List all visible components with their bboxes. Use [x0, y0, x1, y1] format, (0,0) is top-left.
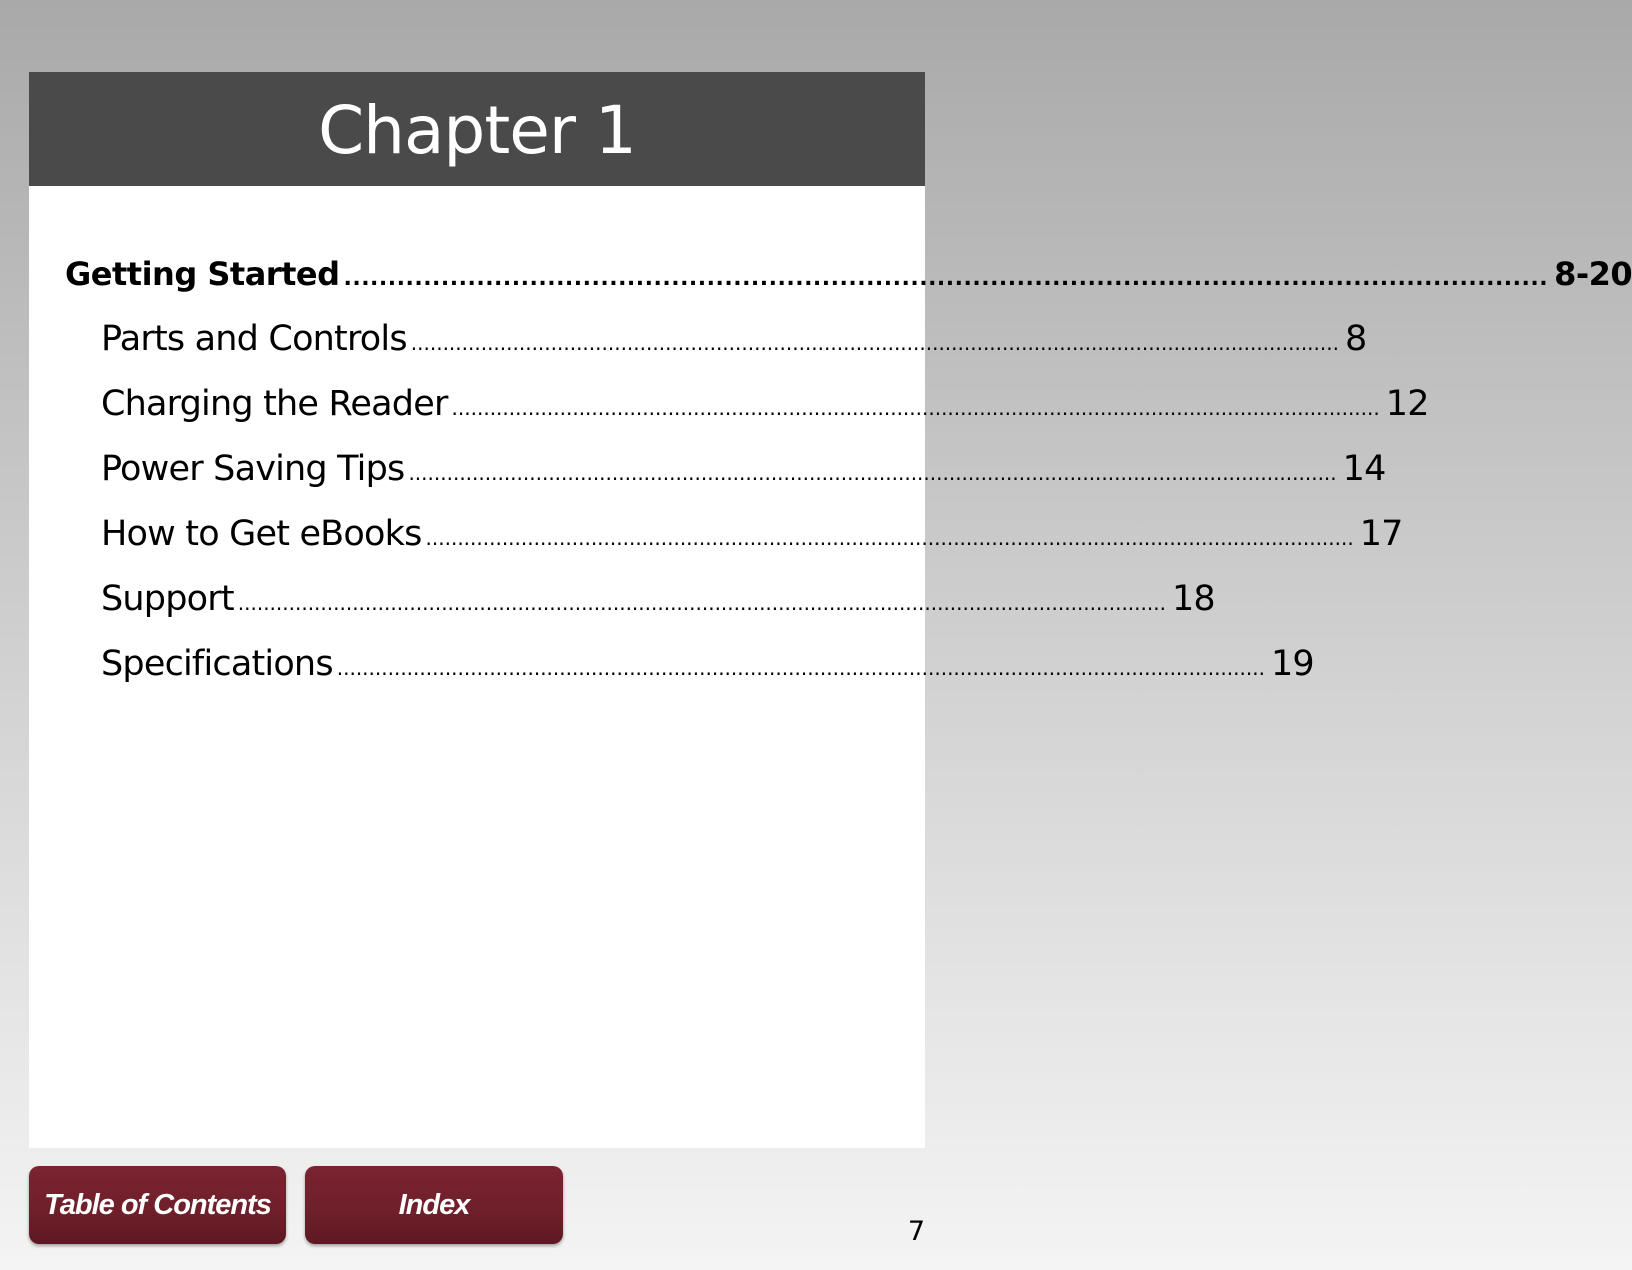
toc-item-label: How to Get eBooks	[101, 514, 422, 554]
index-button[interactable]: Index	[305, 1166, 563, 1244]
page-number: 7	[907, 1216, 925, 1247]
toc-item-how-to-get-ebooks[interactable]	[65, 512, 1403, 577]
toc-item-label: Power Saving Tips	[101, 449, 405, 489]
chapter-banner	[29, 72, 925, 186]
toc-section-getting-started[interactable]	[65, 252, 1632, 317]
toc-item-page: 19	[1270, 644, 1314, 684]
toc-dot-leader: ..................................................................................................................................................	[336, 656, 1265, 680]
toc-item-page: 14	[1342, 449, 1386, 489]
toc-item-page: 12	[1385, 384, 1429, 424]
toc-item-label: Specifications	[101, 644, 333, 684]
toc-dot-leader: ........................................................................................................................................	[343, 266, 1549, 291]
toc-dot-leader: ..................................................................................................................................................	[408, 461, 1337, 485]
toc-item-page: 18	[1171, 579, 1215, 619]
toc-item-label: Parts and Controls	[101, 319, 407, 359]
toc-dot-leader: ..................................................................................................................................................	[451, 396, 1380, 420]
chapter-title: Chapter 1	[318, 92, 636, 169]
toc-section-page: 8-20	[1554, 255, 1632, 293]
table-of-contents-list	[65, 252, 1632, 707]
toc-section-label: Getting Started	[65, 255, 340, 293]
toc-dot-leader: ..................................................................................................................................................	[410, 331, 1339, 355]
toc-dot-leader: ..................................................................................................................................................	[237, 591, 1166, 615]
toc-item-parts-and-controls[interactable]	[65, 317, 1367, 382]
toc-item-support[interactable]	[65, 577, 1215, 642]
toc-item-label: Support	[101, 579, 234, 619]
toc-item-page: 8	[1344, 319, 1367, 359]
toc-item-page: 17	[1359, 514, 1403, 554]
toc-item-specifications[interactable]	[65, 642, 1314, 707]
toc-item-label: Charging the Reader	[101, 384, 448, 424]
table-of-contents-button[interactable]: Table of Contents	[29, 1166, 286, 1244]
toc-dot-leader: ..................................................................................................................................................	[425, 526, 1354, 550]
page-card	[29, 72, 1632, 1148]
toc-item-power-saving-tips[interactable]	[65, 447, 1386, 512]
toc-item-charging-the-reader[interactable]	[65, 382, 1429, 447]
